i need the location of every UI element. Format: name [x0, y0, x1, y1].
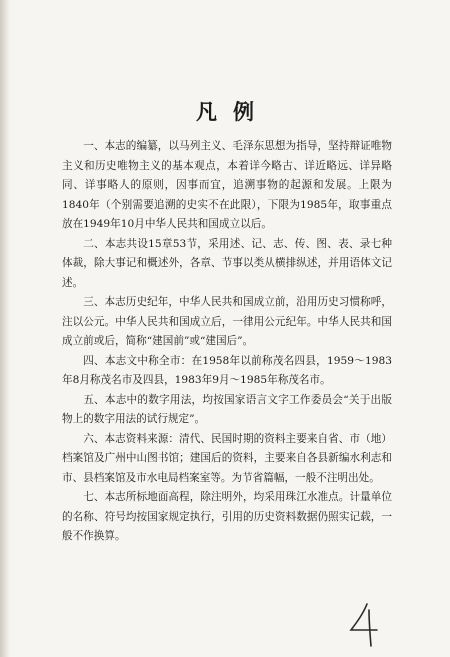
paragraph-1: 一、本志的编纂，以马列主义、毛泽东思想为指导，坚持辩证唯物主义和历史唯物主义的基本观点，本着详今略古、详近略远、详异略同、详事略人的原则，因事而宜，追溯事物的起源和发展。上限为1840年（个别需要追溯的史实不在此限），下限为1985年，取事重点放在1949年10月中华人民共和国成立以后。 [62, 140, 392, 230]
document-body [62, 137, 392, 547]
paragraph-7: 七、本志所标地面高程，除注明外，均采用珠江水准点。计量单位的名称、符号均按国家规定执行，引用的历史资料数据仍照实记载，一般不作换算。 [62, 491, 392, 542]
paragraph-2: 二、本志共设15章53节，采用述、记、志、传、图、表、录七种体裁，除大事记和概述外，各章、节事以类从横排纵述，并用语体文记述。 [62, 237, 392, 289]
page-title: 凡例 [196, 99, 270, 124]
paragraph-4: 四、本志文中称全市：在1958年以前称茂名四县，1959～1983年8月称茂名市及四县，1983年9月～1985年称茂名市。 [62, 354, 392, 386]
paragraph-5: 五、本志中的数字用法，均按国家语言文字工作委员会“关于出版物上的数字用法的试行规定”。 [62, 393, 392, 425]
handwritten-page-number [345, 600, 385, 648]
paragraph-3: 三、本志历史纪年，中华人民共和国成立前，沿用历史习惯称呼，注以公元。中华人民共和国成立后，一律用公元纪年。中华人民共和国成立前或后，简称“建国前”或“建国后”。 [62, 296, 392, 347]
paragraph-6: 六、本志资料来源：清代、民国时期的资料主要来自省、市（地）档案馆及广州中山图书馆；建国后的资料，主要来自各县新编水利志和市、县档案馆及市水电局档案室等。为节省篇幅，一般不注明出处。 [62, 432, 392, 484]
